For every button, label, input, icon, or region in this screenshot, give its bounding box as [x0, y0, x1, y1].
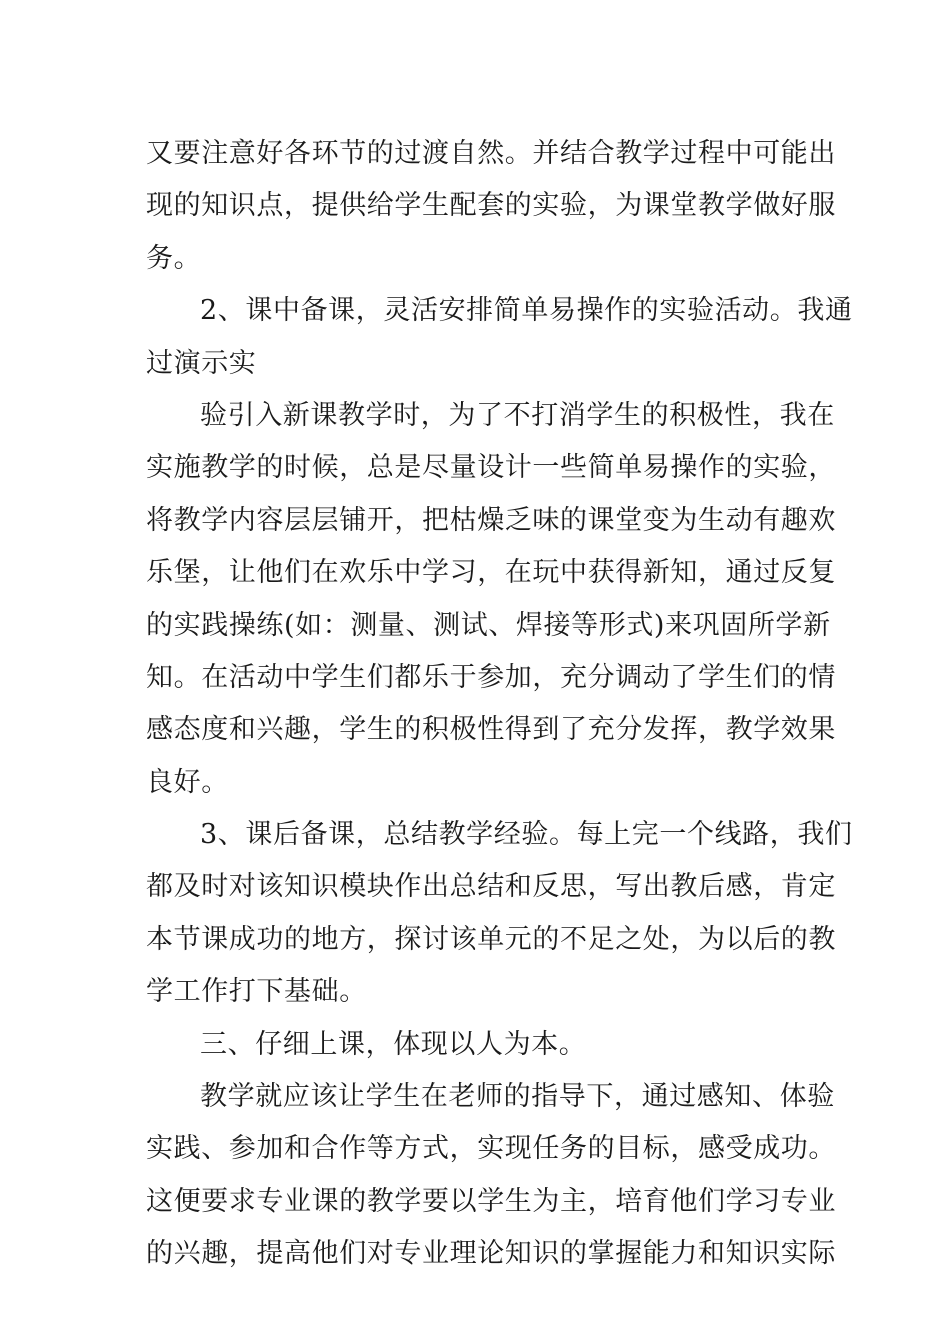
text-line: 3、课后备课，总结教学经验。每上完一个线路，我们: [200, 819, 853, 851]
text-line: 过演示实: [146, 347, 257, 379]
text-line: 务。: [146, 242, 202, 274]
text-line: 验引入新课教学时，为了不打消学生的积极性，我在: [200, 399, 835, 431]
text-line: 知。在活动中学生们都乐于参加，充分调动了学生们的情: [146, 661, 836, 693]
text-line: 都及时对该知识模块作出总结和反思，写出教后感，肯定: [146, 871, 836, 903]
text-line: 学工作打下基础。: [146, 976, 367, 1008]
text-line: 教学就应该让学生在老师的指导下，通过感知、体验: [200, 1081, 835, 1113]
text-line: 本节课成功的地方，探讨该单元的不足之处，为以后的教: [146, 923, 836, 955]
text-line: 现的知识点，提供给学生配套的实验，为课堂教学做好服: [146, 190, 836, 222]
text-line: 实施教学的时候，总是尽量设计一些简单易操作的实验，: [146, 452, 836, 484]
text-line: 将教学内容层层铺开，把枯燥乏味的课堂变为生动有趣欢: [146, 504, 836, 536]
text-line: 的实践操练(如：测量、测试、焊接等形式)来巩固所学新: [146, 609, 831, 641]
section-heading: 三、仔细上课，体现以人为本。: [200, 1028, 587, 1060]
text-line: 感态度和兴趣，学生的积极性得到了充分发挥，教学效果: [146, 714, 836, 746]
text-line: 的兴趣，提高他们对专业理论知识的掌握能力和知识实际: [146, 1238, 836, 1270]
text-line: 2、课中备课，灵活安排简单易操作的实验活动。我通: [200, 295, 853, 327]
text-line: 又要注意好各环节的过渡自然。并结合教学过程中可能出: [146, 138, 836, 169]
text-line: 良好。: [146, 766, 229, 798]
text-line: 乐堡，让他们在欢乐中学习，在玩中获得新知，通过反复: [146, 557, 836, 589]
text-line: 这便要求专业课的教学要以学生为主，培育他们学习专业: [146, 1185, 836, 1217]
document-body: [146, 128, 853, 1281]
text-line: 实践、参加和合作等方式，实现任务的目标，感受成功。: [146, 1133, 836, 1165]
